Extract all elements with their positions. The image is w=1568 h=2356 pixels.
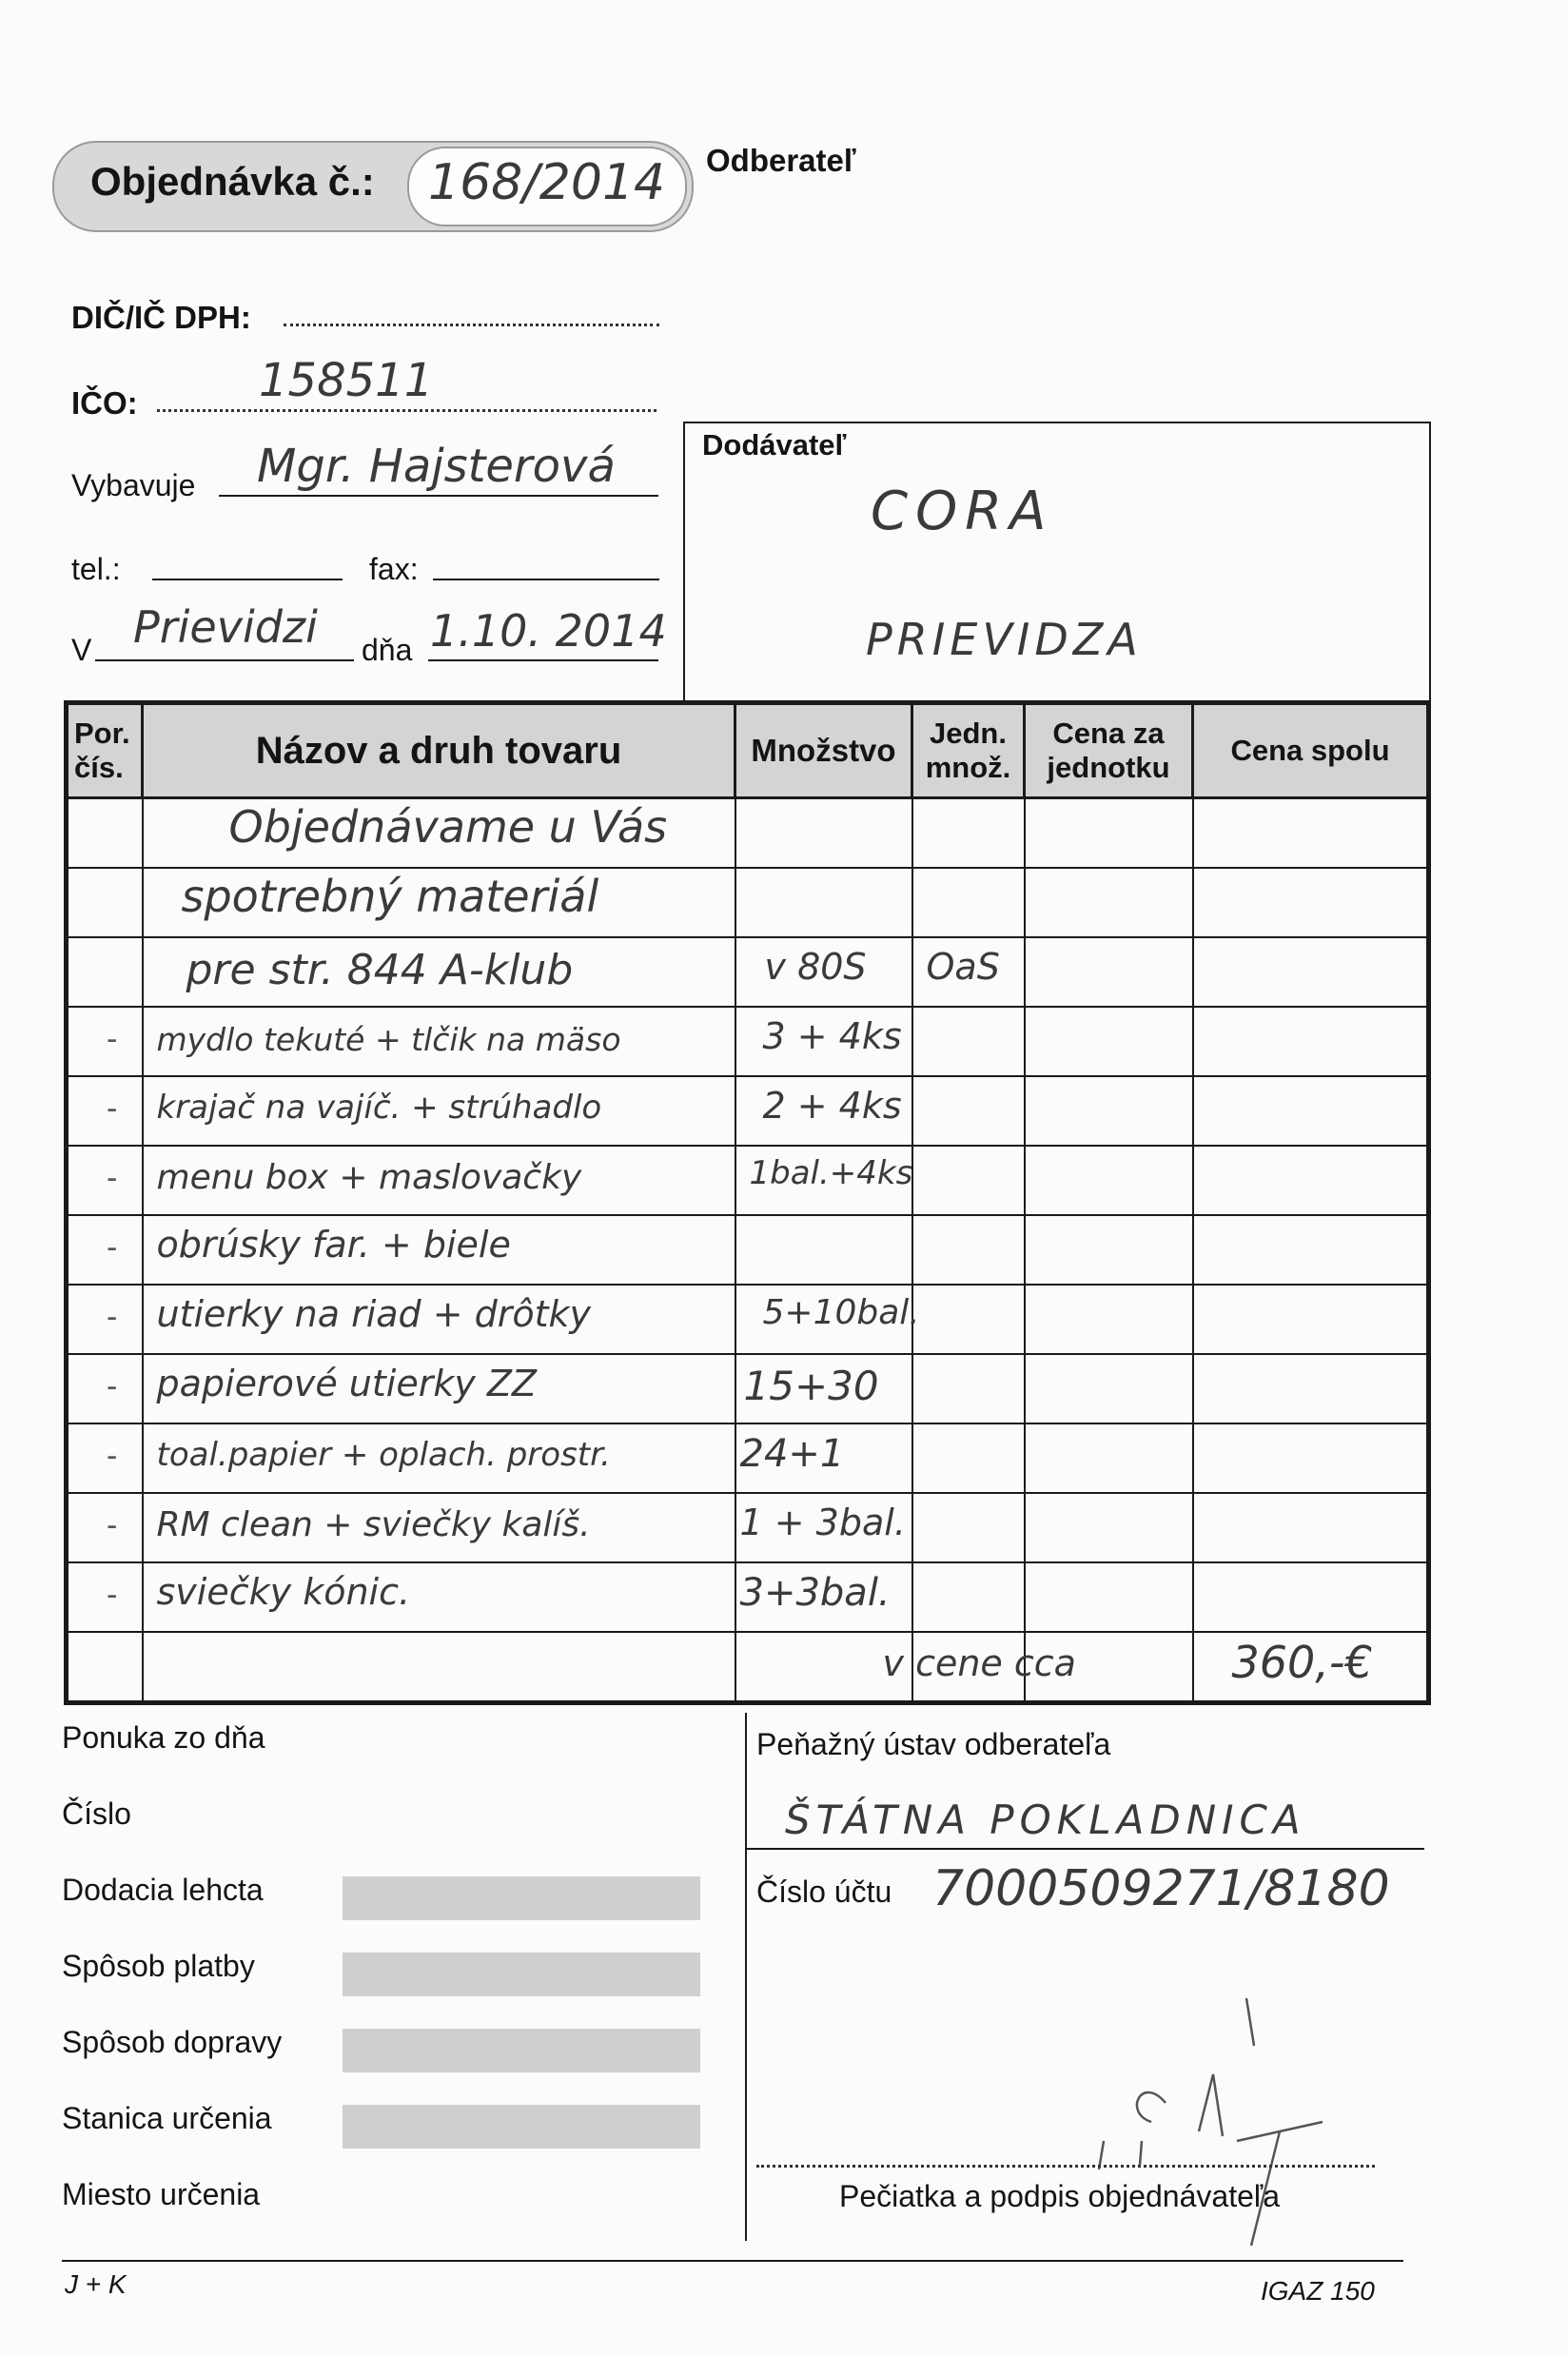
table-row [67,937,1429,1007]
dodacia-field[interactable] [343,1876,700,1920]
cell-mnozstvo [735,798,912,869]
place-value: Prievidzi [133,601,318,653]
sposob-platby-label: Spôsob platby [62,1949,255,1983]
sposob-dopravy-label: Spôsob dopravy [62,2025,283,2059]
dodacia-label: Dodacia lehcta [62,1873,264,1907]
cell-jedn [912,1007,1025,1076]
cell-por [67,798,143,869]
row-nazov: krajač na vajíč. + strúhadlo [156,1089,602,1127]
cell-mnozstvo [735,1146,912,1215]
signature-line [756,2165,1375,2168]
cell-spolu [1193,1562,1429,1632]
total-note: v cene cca [882,1642,1076,1684]
section-divider [745,1713,747,2241]
dic-label: DIČ/IČ DPH: [71,300,251,335]
cell-por [67,1632,143,1703]
cell-jedn [912,1562,1025,1632]
header-cena-spolu [1193,703,1429,798]
cell-jedn [912,868,1025,937]
vybavuje-field [219,495,658,497]
header-spolu-text: Cena spolu [1230,734,1390,767]
bank-divider [747,1848,1424,1850]
row-nazov: mydlo tekuté + tlčik na mäso [156,1021,621,1058]
cell-jedn [912,937,1025,1007]
cell-mnozstvo [735,868,912,937]
cell-jedn [912,798,1025,869]
cell-mnozstvo [735,1007,912,1076]
row-nazov: spotrebný materiál [181,871,599,922]
header-mnozstvo [735,703,912,798]
cell-mnozstvo [735,1215,912,1285]
cell-spolu [1193,798,1429,869]
supplier-name: CORA [871,481,1054,542]
stanica-field[interactable] [343,2105,700,2149]
cell-jedn [912,1354,1025,1423]
date-field [428,659,658,661]
cell-por [67,1007,143,1076]
cell-cena [1025,1354,1193,1423]
cell-nazov [143,1354,735,1423]
row-mnozstvo: 1 + 3bal. [739,1502,906,1543]
table-row [67,1076,1429,1146]
cell-nazov [143,798,735,869]
cell-spolu [1193,1146,1429,1215]
cell-total-value [1193,1632,1429,1703]
cell-spolu [1193,1007,1429,1076]
tel-field [152,579,343,580]
row-mnozstvo: 5+10bal. [762,1293,920,1332]
cell-spolu [1193,1354,1429,1423]
cell-cena [1025,1146,1193,1215]
bank-name: ŠTÁTNA POKLADNICA [785,1796,1306,1843]
cell-jedn [912,1076,1025,1146]
row-por: - [107,1229,118,1266]
cell-jedn [912,1285,1025,1354]
supplier-city: PRIEVIDZA [866,614,1143,665]
cell-nazov [143,1007,735,1076]
cell-cena [1025,937,1193,1007]
date-label: dňa [362,633,413,667]
cell-por [67,1146,143,1215]
place-label: V [71,633,92,667]
cell-por [67,868,143,937]
row-nazov: toal.papier + oplach. prostr. [156,1436,611,1474]
cell-mnozstvo [735,1076,912,1146]
table-row [67,1354,1429,1423]
cell-mnozstvo [735,1354,912,1423]
header-por [67,703,143,798]
cell-spolu [1193,1076,1429,1146]
row-mnozstvo: 1bal.+4ks [749,1154,913,1192]
row-por: - [107,1021,118,1057]
cell-jedn [912,1423,1025,1493]
row-por: - [107,1160,118,1196]
bank-label: Peňažný ústav odberateľa [756,1727,1111,1761]
items-table [64,700,1431,1705]
header-mnozstvo-text: Množstvo [751,733,896,768]
account-value: 7000509271/8180 [932,1860,1390,1917]
header-jedn [912,703,1025,798]
fax-label: fax: [369,552,419,586]
fax-field [433,579,659,580]
cell-nazov [143,1285,735,1354]
cell-jedn [912,1493,1025,1562]
cell-nazov [143,1423,735,1493]
cell-cena [1025,1493,1193,1562]
tel-label: tel.: [71,552,121,586]
row-mnozstvo: 3+3bal. [739,1571,891,1615]
row-por: - [107,1368,118,1404]
cell-cena [1025,1007,1193,1076]
sposob-dopravy-field[interactable] [343,2029,700,2072]
miesto-label: Miesto určenia [62,2177,261,2211]
table-row [67,1285,1429,1354]
row-nazov: RM clean + sviečky kalíš. [156,1505,591,1544]
row-nazov: Objednávame u Vás [228,801,668,853]
header-nazov-text: Názov a druh tovaru [255,729,622,772]
cell-por [67,1076,143,1146]
supplier-label: Dodávateľ [702,428,847,461]
row-mnozstvo: 24+1 [739,1432,845,1476]
cell-cena [1025,1423,1193,1493]
cell-mnozstvo [735,1562,912,1632]
footer-divider [62,2260,1403,2262]
table-row [67,868,1429,937]
row-mnozstvo: 2 + 4ks [762,1085,902,1127]
ico-label: IČO: [71,385,138,421]
cell-spolu [1193,1215,1429,1285]
row-nazov: pre str. 844 A-klub [186,946,574,994]
row-por: - [107,1577,118,1613]
cell-por [67,1423,143,1493]
cell-cena [1025,798,1193,869]
place-field [95,659,354,661]
cislo-label: Číslo [62,1796,131,1831]
signature-stroke [1246,1998,1254,2046]
dic-field [284,324,659,326]
cell-spolu [1193,868,1429,937]
cell-por [67,1354,143,1423]
header-cena-line2: jednotku [1047,751,1170,784]
cell-mnozstvo [735,937,912,1007]
cell-nazov [143,1562,735,1632]
cell-nazov [143,1076,735,1146]
account-label: Číslo účtu [756,1875,892,1909]
cell-por [67,1493,143,1562]
header-jedn-line2: množ. [925,751,1011,784]
signature-stroke [1199,2074,1223,2136]
cell-spolu [1193,1423,1429,1493]
order-number-value: 168/2014 [428,154,666,211]
cell-cena [1025,1076,1193,1146]
row-por: - [107,1438,118,1474]
table-row [67,1215,1429,1285]
header-jedn-line1: Jedn. [930,717,1007,750]
row-mnozstvo: v 80S [764,946,867,988]
cell-spolu [1193,1285,1429,1354]
row-mnozstvo: 15+30 [743,1363,879,1409]
signature-label: Pečiatka a podpis objednávateľa [839,2179,1280,2213]
row-mnozstvo: 3 + 4ks [762,1015,902,1057]
cell-por [67,1215,143,1285]
table-row [67,1493,1429,1562]
cell-jedn [912,1146,1025,1215]
table-row [67,1423,1429,1493]
table-header-row [67,703,1429,798]
table-row [67,1007,1429,1076]
ico-field [157,409,657,412]
cell-mnozstvo [735,1285,920,1354]
cell-jedn [912,1215,1025,1285]
cell-cena [1025,1562,1193,1632]
sposob-platby-field[interactable] [343,1953,700,1996]
cell-spolu [1193,937,1429,1007]
table-row [67,1146,1429,1215]
cell-nazov [143,1215,735,1285]
cell-nazov [143,1632,735,1703]
cell-spolu [1193,1493,1429,1562]
signature-scribble [1009,1979,1408,2265]
stanica-label: Stanica určenia [62,2101,272,2135]
row-nazov: utierky na riad + drôtky [156,1293,592,1335]
row-nazov: sviečky kónic. [156,1571,411,1613]
header-cena-za [1025,703,1193,798]
cell-nazov [143,1146,735,1215]
vybavuje-label: Vybavuje [71,468,196,502]
header-cena-line1: Cena za [1052,717,1165,750]
row-jedn: OaS [926,946,1000,988]
ponuka-label: Ponuka zo dňa [62,1720,265,1755]
cell-total-note [882,1632,1193,1703]
header-por-line1: Por. [74,717,130,750]
cell-por [67,937,143,1007]
ico-value: 158511 [259,354,434,407]
footer-left: J + K [65,2269,127,2299]
cell-mnozstvo [735,1493,912,1562]
row-nazov: papierové utierky ZZ [156,1363,537,1404]
total-value: 360,-€ [1231,1637,1373,1688]
row-nazov: menu box + maslovačky [156,1158,582,1197]
row-por: - [107,1299,118,1335]
header-nazov [143,703,735,798]
signature-stroke [1137,2092,1166,2122]
cell-mnozstvo [735,1423,912,1493]
cell-cena [1025,868,1193,937]
cell-por [67,1285,143,1354]
cell-nazov [143,1493,735,1562]
table-total-row [67,1632,1429,1703]
cell-nazov [143,868,735,937]
table-row [67,1562,1429,1632]
table-row [67,798,1429,869]
cell-nazov [143,937,735,1007]
footer-right: IGAZ 150 [1261,2276,1375,2306]
header-por-line2: čís. [74,751,124,784]
vybavuje-value: Mgr. Hajsterová [257,440,616,493]
row-por: - [107,1090,118,1127]
cell-por [67,1562,143,1632]
odberatel-label: Odberateľ [706,143,856,178]
row-nazov: obrúsky far. + biele [156,1224,511,1266]
cell-cena [1025,1285,1193,1354]
row-por: - [107,1507,118,1543]
order-label: Objednávka č.: [90,159,375,204]
cell-cena [1025,1215,1193,1285]
date-value: 1.10. 2014 [430,605,667,657]
